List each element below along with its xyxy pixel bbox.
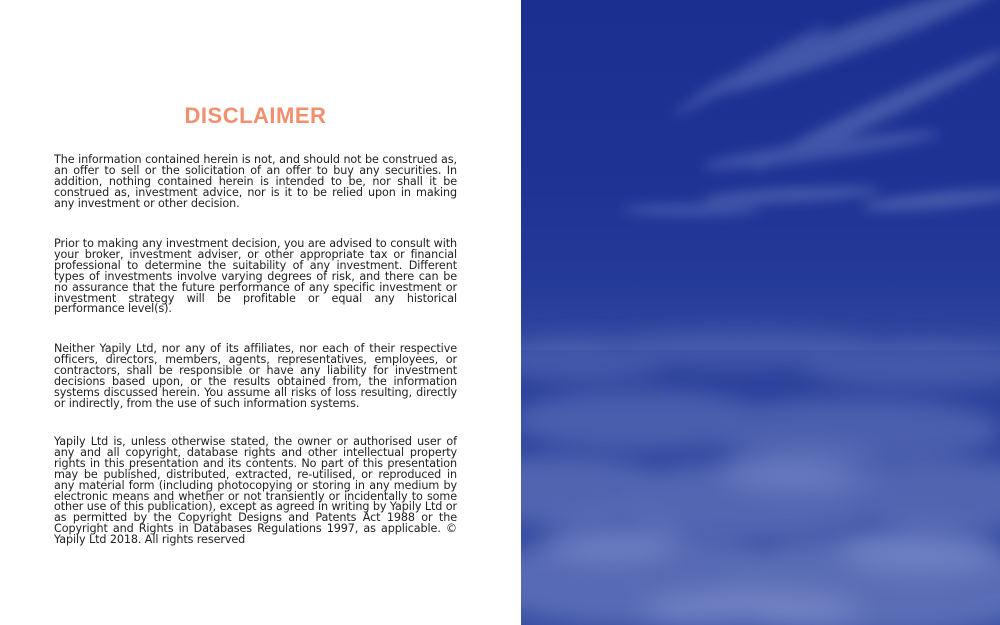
disclaimer-paragraph-2: Prior to making any investment decision, you are advised to consult with your broker, investment adviser, or other appropriate tax or financial professional to determine the suitability of any investment. Different types of investments involve varying degrees of risk, and there can be no assurance that the future performance of any specific investment or investment strategy will be profitable or equal any historical performance level(s). (54, 237, 457, 316)
sky-clouds-image (521, 0, 1000, 625)
disclaimer-paragraph-4: Yapily Ltd is, unless otherwise stated, the owner or authorised user of any and all copyright, database rights and other intellectual property rights in this presentation and its contents. No part of this presentation may be published, distributed, extracted, re-utilised, or reproduced in any material form (including photocopying or storing in any medium by electronic means and whether or not transiently or incidentally to some other use of this publication), except as agreed in writing by Yapily Ltd or as permitted by the Copyright Designs and Patents Act 1988 or the Copyright and Rights in Databases Regulations 1997, as applicable. © Yapily Ltd 2018. All rights reserved (54, 435, 457, 547)
wispy-clouds (621, 0, 1000, 216)
page-title: DISCLAIMER (184, 103, 327, 128)
disclaimer-paragraph-1: The information contained herein is not, and should not be construed as, an offer to sell or the solicitation of an offer to buy any securities. In addition, nothing contained herein is intended to be, nor shall it be construed as, investment advice, nor is it to be relied upon in making any investment or other decision. (54, 153, 457, 210)
cloud-illustration (521, 0, 1000, 625)
disclaimer-paragraph-3: Neither Yapily Ltd, nor any of its affiliates, nor each of their respective officers, directors, members, agents, representatives, employees, or contractors, shall be responsible or have any liability for investment decisions based upon, or the results obtained from, the information systems discussed herein. You assume all risks of loss resulting, directly or indirectly, from the use of such information systems. (54, 342, 457, 410)
